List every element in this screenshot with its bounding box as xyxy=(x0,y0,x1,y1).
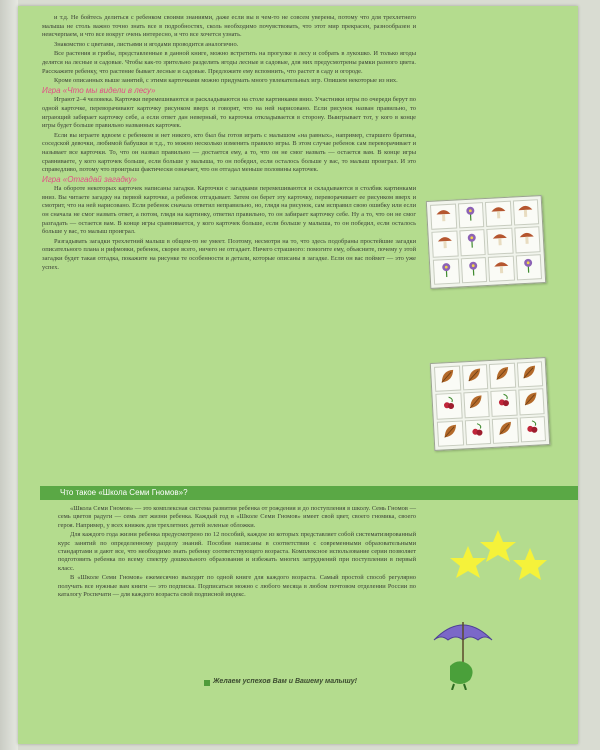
paragraph: В «Школе Семи Гномов» ежемесячно выходит по одной книге для каждого возраста. Самый простой способ регулярно получать все нужные вам книги — это подписка. Подписаться можно с любого месяца в любом почтовом отделении России по каталогу Роспечати — для каждого возраста свой подписной индекс. xyxy=(58,574,416,599)
card-cell xyxy=(490,390,517,417)
page-edge xyxy=(0,0,18,750)
berry-icon xyxy=(439,395,458,417)
section-title: Что такое «Школа Семи Гномов»? xyxy=(60,488,188,497)
card-cell xyxy=(488,255,515,282)
card-cell xyxy=(518,389,545,416)
paragraph: и т.д. Не бойтесь делиться с ребенком своими знаниями, даже если вы в чем-то не совсем уверены, потому что для трехлетнего малыша не столь важно точно знать все в подробностях, сколь необходимо почувствовать, что этот мир прекрасен, разнообразен и неисчерпаем, и что все вокруг очень интересно, и что все хочется узнать. xyxy=(42,14,416,39)
berry-icon xyxy=(468,421,487,443)
paragraph: Все растения и грибы, представленные в данной книге, можно встретить на прогулке в лесу и собрать в лукошко. И только ягоды делятся на лесные и садовые. Чтобы как-то зрительно разделить ягоды лесные и садовые, для них предусмотрены рамки разного цвета. Расскажите ребенку, что растение бывает лесные и садовые. Предложите ему вспомнить, что растет в саду и огороде. xyxy=(42,50,416,75)
leaf-icon xyxy=(438,368,457,390)
paragraph: «Школа Семи Гномов» — это комплексная система развития ребенка от рождения и до поступления в школу. Семь Гномов — семь цветов радуги — семь лет жизни ребенка. Каждый год в «Школе Семи Гномов» имеет свой цвет, своего гномика, своего героя. Например, у всех книжек для трехлетних детей зеленые обложки. xyxy=(58,505,416,529)
mushroom-icon xyxy=(489,203,508,225)
bottom-column xyxy=(58,505,416,600)
slogan: Желаем успехов Вам и Вашему малышу! xyxy=(213,678,357,685)
game-heading-riddle: Игра «Отгадай загадку» xyxy=(42,174,138,184)
flower-icon xyxy=(519,256,538,278)
card-cell xyxy=(486,228,513,255)
card-cell xyxy=(464,419,491,446)
card-cell xyxy=(460,257,487,284)
card-cell xyxy=(489,363,516,390)
card-cell xyxy=(463,391,490,418)
card-cell xyxy=(431,231,458,258)
paragraph: На обороте некоторых карточек написаны загадки. Карточки с загадками перемешиваются и складываются в столбик картинками вниз. Вы читаете загадку на первой карточке, а ребенок отгадывает. Затем он берет эту карточку, переворачивает ее рисунком вверх и смотрит, что на ней нарисовано. Если ребенок сначала ответил неправильно, но, глядя на рисунок, сам исправил свою ошибку или если он сначала не смог назвать ответ, а потом, глядя на картинку, ответил правильно, то он забирает карточку себе. Ну а то, что он не смог разгадать — остается вам. В конце игры сравнивается, у кого карточек больше, если больше у малыша, то он победил, если осталось больше у вас, то малыш проиграл. xyxy=(42,185,416,236)
paragraph: Знакомство с цветами, листьями и ягодами проводится аналогично. xyxy=(54,40,239,48)
card-cell xyxy=(434,366,461,393)
leaf-icon xyxy=(441,422,460,444)
card-cell xyxy=(435,393,462,420)
paragraph: Кроме описанных выше занятий, с этими карточками можно придумать много увлекательных игр. Опишем некоторые из них. xyxy=(54,77,398,85)
stars-decoration xyxy=(448,528,548,588)
umbrella-gnome-icon xyxy=(430,614,496,690)
flower-icon xyxy=(461,204,480,226)
leaf-icon xyxy=(465,366,484,388)
flower-icon xyxy=(437,260,456,282)
section-title-bar xyxy=(40,486,578,500)
star-icon xyxy=(480,530,516,562)
mushroom-icon xyxy=(435,233,454,255)
mushroom-icon xyxy=(490,230,509,252)
bullet-square xyxy=(204,680,210,686)
leaf-icon xyxy=(493,365,512,387)
card-cell xyxy=(430,204,457,231)
card-cell xyxy=(492,417,519,444)
leaf-icon xyxy=(467,394,486,416)
card-cell xyxy=(433,258,460,285)
card-cell xyxy=(437,420,464,447)
leaf-icon xyxy=(520,364,539,386)
mushroom-icon xyxy=(516,202,535,224)
card-cell xyxy=(515,254,542,281)
berry-icon xyxy=(494,392,513,414)
leaf-icon xyxy=(496,420,515,442)
paragraph: Если вы играете вдвоем с ребенком и нет никого, кто был бы готов играть с малышом «на равных», например, старшего братика, соседской девочки, любимой бабушки и т.д., то можно несколько изменить правило игры. В этом случае ребенок сам переворачивает и называет все карточки. То, что он назвал правильно — достается ему, а то, что он не смог назвать — остается вам. В конце игры сравниваете, у кого карточек больше, если больше у малыша, то он победил, если осталось больше у вас, то малыш проиграл. И это справедливо, потому что проигрыш фактически означает, что он отгадал меньше половины карточек. xyxy=(42,131,416,174)
flower-icon xyxy=(464,259,483,281)
game-heading-forest: Игра «Что мы видели в лесу» xyxy=(42,85,156,95)
leaf-icon xyxy=(522,391,541,413)
paragraph: Играют 2–4 человека. Карточки перемешиваются и раскладываются на столе картинками вниз. Участники игры по очереди берут по одной карточке, переворачивают карточку рисунком вверх и говорят, что на ней нарисовано. Если рисунок назван правильно, то играющий забирает карточку себе, а если ответ дан неверный, то карточка откладывается в сторону. Выигрывает тот, у кого в конце игры будет больше правильно названных карточек. xyxy=(42,96,416,130)
mushroom-icon xyxy=(492,258,511,280)
paragraph: Для каждого года жизни ребенка предусмотрено по 12 пособий, каждое из которых представляет собой систематизированный курс занятий по определенному разделу знаний. Пособия написаны в соответствии с современными образовательными стандартами и дают все, что необходимо знать ребенку соответствующего возраста. Комплексное использование серии позволяет подготовить ребенка по всему спектру дошкольного образования и избежать многих затруднений при поступлении в первый класс. xyxy=(58,531,416,572)
card-cell xyxy=(485,201,512,228)
flower-icon xyxy=(463,232,482,254)
card-cell xyxy=(459,229,486,256)
leaf-card-grid xyxy=(430,357,550,451)
paragraph: Разгадывать загадки трехлетний малыш в общем-то не умеет. Поэтому, несмотря на то, что здесь подобраны простейшие загадки описательного плана и рифмовки, ребенок, скорее всего, ничего не отгадает. Ничего страшного: помогите ему, объясните, почему у этой загадки будет такая отгадка, покажите на рисунке те особенности и детали, которые описаны в загадке. Если он вас поймет — это уже успех. xyxy=(42,237,416,271)
mushroom-icon xyxy=(518,229,537,251)
main-column xyxy=(42,14,416,273)
mushroom-card-grid xyxy=(426,195,546,289)
card-cell xyxy=(461,364,488,391)
star-icon xyxy=(513,548,547,580)
star-icon xyxy=(450,546,486,578)
card-cell xyxy=(516,361,543,388)
mushroom-icon xyxy=(434,206,453,228)
card-cell xyxy=(514,227,541,254)
card-cell xyxy=(519,416,546,443)
card-cell xyxy=(512,199,539,226)
card-cell xyxy=(457,202,484,229)
berry-icon xyxy=(523,418,542,440)
